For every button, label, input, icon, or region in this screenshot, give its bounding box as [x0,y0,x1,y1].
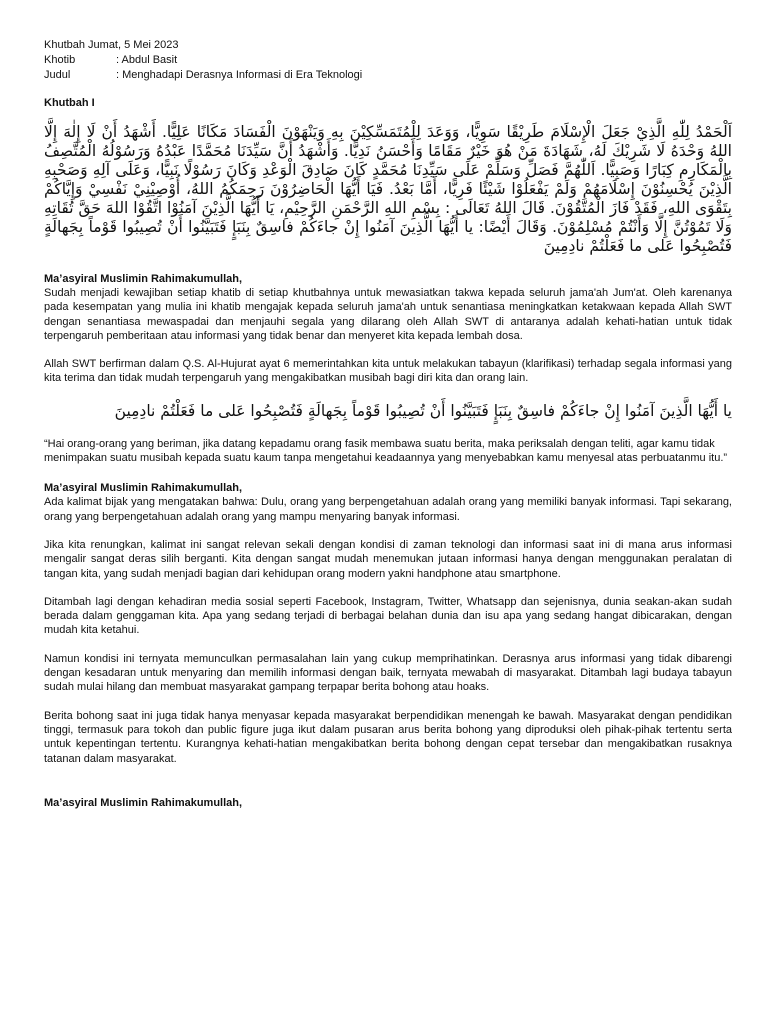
paragraph-4: Jika kita renungkan, kalimat ini sangat relevan sekali dengan kondisi di zaman teknologi dan informasi saat ini di mana arus informasi mengalir sangat deras silih berganti. Kita dengan sangat mudah menemukan jutaan informasi hanya dengan menggunakan peralatan di tangan kita, yang sudah menjadi bagian dari kehidupan orang modern yakni handphone atau smartphone. [44,538,732,580]
section-title: Khutbah I [44,97,95,109]
paragraph-2: Allah SWT berfirman dalam Q.S. Al-Hujurat ayat 6 memerintahkan kita untuk melakukan tabayun (klarifikasi) terhadap segala informasi yang kita terima dan tidak mudah terpengaruh yang mengakibatkan musibah bagi diri kita dan orang lain. [44,358,732,385]
khotib-value: : Abdul Basit [116,54,178,66]
paragraph-1: Sudah menjadi kewajiban setiap khatib di setiap khutbahnya untuk mewasiatkan takwa kepada seluruh jama'ah Jum'at. Oleh karenanya pada kesempatan yang mulia ini khatib mengajak kepada seluruh jama'ah untuk senantiasa meningkatkan ketakwaan kepada Allah SWT dengan senantiasa mewaspadai dan menjauhi segala yang dilarang oleh Allah SWT di antaranya adalah kehati-hatian untuk tidak terpengaruh pemberitaan atau informasi yang tidak benar dan menyeret kita kepada lembah dosa. [44,287,732,342]
verse-arabic-text: يا أَيُّهَا الَّذِينَ آمَنُوا إِنْ جاءَكُمْ فاسِقٌ بِنَبَإٍ فَتَبَيَّنُوا أَنْ تُصِيبُوا قَوْماً بِجَهالَةٍ فَتُصْبِحُوا عَلى ما فَعَلْتُمْ نادِمِينَ [114,401,732,420]
paragraph-6: Namun kondisi ini ternyata memunculkan permasalahan lain yang cukup memprihatinkan. Derasnya arus informasi yang tidak dibarengi dengan kesadaran untuk menyaring dan memilih informasi dengan baik, ternyata mewabah di masyarakat. Ditambah lagi budaya tabayun sudah mulai hilang dan membuat masyarakat gampang terpapar berita bohong atau hoaks. [44,652,732,694]
document-page [44,38,732,810]
judul-label: Judul [44,69,71,81]
opening-arabic-text: اَلْحَمْدُ لِلّٰهِ الَّذِيْ جَعَلَ الْإِسْلَامَ طَرِيْقًا سَوِيًّا، وَوَعَدَ لِلْمُتَمَسِّكِيْنَ بِهِ وَيَنْهَوْنَ الْفَسَادَ مَكَانًا عَلِيًّا. أَشْهَدُ أَنْ لَا إِلٰهَ إِلَّا اللهُ وَحْدَهُ لَا شَرِيْكَ لَهُ، شَهَادَةَ مَنْ هُوَ خَيْرٌ مَقَامًا وَأَحْسَنُ نَدِيًّا. وَأَشْهَدُ أَنَّ سَيِّدَنَا مُحَمَّدًا عَبْدُهُ وَرَسُوْلُهُ الْمُتَّصِفُ بِالْمَكَارِمِ كِبَارًا وَصَبِيًّا. اَللّٰهُمَّ فَصَلِّ وَسَلِّمْ عَلَى سَيِّدِنَا مُحَمَّدٍ كَانَ صَادِقَ الْوَعْدِ وَكَانَ رَسُوْلًا نَبِيًّا، وَعَلَى آلِهِ وَصَحْبِهِ الَّذِيْنَ يُحْسِنُوْنَ إِسْلَامَهُمْ وَلَمْ يَفْعَلُوْا شَيْئًا فَرِيًّا، أَمَّا بَعْدُ. فَيَا أَيُّهَا الْحَاضِرُوْنَ رَحِمَكُمُ اللهُ، أُوْصِيْنِيْ نَفْسِيْ وَإِيَّاكُمْ بِتَقْوَى اللهِ، فَقَدْ فَازَ الْمُتَّقُوْنَ. قَالَ اللهُ تَعَالَى : بِسْمِ اللهِ الرَّحْمَنِ الرَّحِيْمِ، يَا أَيُّهَا الَّذِيْنَ آمَنُوْا اتَّقُوْا اللهَ حَقَّ تُقَاتِهِ وَلَا تَمُوْتُنَّ إِلَّا وَأَنْتُمْ مُسْلِمُوْنَ. وَقَالَ أَيْضًا: يا أَيُّهَا الَّذِينَ آمَنُوا إِنْ جاءَكُمْ فاسِقٌ بِنَبَإٍ فَتَبَيَّنُوا أَنْ تُصِيبُوا قَوْماً بِجَهالَةٍ فَتُصْبِحُوا عَلى ما فَعَلْتُمْ نادِمِينَ [44,123,732,255]
khotib-row [44,53,732,68]
paragraph-5: Ditambah lagi dengan kehadiran media sosial seperti Facebook, Instagram, Twitter, Whatsapp dan sejenisnya, dunia seakan-akan sudah berada dalam genggaman kita. Apa yang sedang terjadi di berbagai belahan dunia dan isu apa yang sedang hangat dibicarakan, dengan mudah kita ketahui. [44,595,732,637]
judul-value: : Menghadapi Derasnya Informasi di Era Teknologi [116,69,363,81]
document-title: Khutbah Jumat, 5 Mei 2023 [44,39,179,51]
paragraph-7: Berita bohong saat ini juga tidak hanya menyasar kepada masyarakat berpendidikan menengah ke bawah. Masyarakat dengan pendidikan tinggi, termasuk para tokoh dan public figure juga ikut dalam pusaran arus berita bohong yang diproduksi oleh pihak-pihak tertentu serta untuk kepentingan tertentu. Kurangnya kehati-hatian mengakibatkan berita bohong dengan cepat tersebar dan mengakibatkan rusaknya tatanan dalam masyarakat. [44,709,732,765]
document-header [44,38,732,83]
verse-translation: “Hai orang-orang yang beriman, jika datang kepadamu orang fasik membawa suatu berita, maka periksalah dengan teliti, agar kamu tidak menimpakan suatu musibah kepada suatu kaum tanpa mengetahui keadaannya yang menyebabkan kamu menyesal atas perbuatanmu itu.” [44,437,728,465]
salutation-heading-2: Ma’asyiral Muslimin Rahimakumullah, [44,482,243,495]
salutation-heading-3: Ma’asyiral Muslimin Rahimakumullah, [44,796,243,809]
judul-row [44,68,732,83]
khotib-label: Khotib [44,54,76,66]
paragraph-3: Ada kalimat bijak yang mengatakan bahwa: Dulu, orang yang berpengetahuan adalah orang yang memiliki banyak informasi. Tapi sekarang, orang yang berpengetahuan adalah orang yang mampu menyaring banyak informasi. [44,496,732,523]
salutation-heading: Ma’asyiral Muslimin Rahimakumullah, [44,273,243,285]
